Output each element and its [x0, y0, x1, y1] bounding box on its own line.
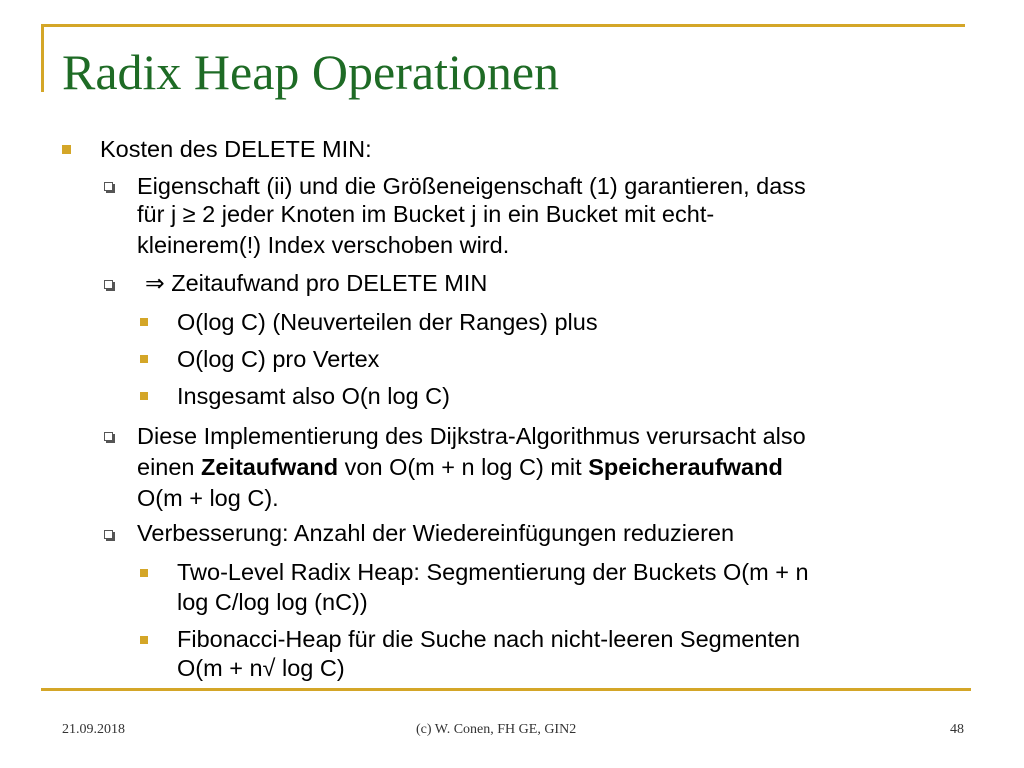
- text-bucket-rule: 2 jeder Knoten im Bucket j in ein Bucket mit echt-: [202, 201, 715, 227]
- bullet-square-icon: [140, 355, 148, 363]
- text-log-c: log C): [281, 655, 345, 681]
- sub-bullet-improvement: Verbesserung: Anzahl der Wiedereinfügungen reduzieren: [137, 520, 735, 546]
- item-redistribute-ranges: O(log C) (Neuverteilen der Ranges) plus: [177, 309, 598, 335]
- frame-vertical-line: [41, 24, 44, 92]
- item-fibonacci-line-1: Fibonacci-Heap für die Suche nach nicht-leeren Segmenten: [177, 626, 801, 652]
- item-total: Insgesamt also O(n log C): [177, 383, 450, 409]
- text-o-m-plus-n: O(m + n: [177, 655, 263, 681]
- implies-arrow-icon: ⇒: [145, 270, 165, 296]
- sub-bullet-property-line-2: [137, 199, 714, 230]
- bullet-square-icon: [140, 636, 148, 644]
- time-effort-text: Zeitaufwand pro DELETE MIN: [171, 270, 488, 296]
- bold-time-effort: Zeitaufwand: [201, 454, 339, 480]
- text-complexity: von O(m + n log C) mit: [344, 454, 582, 480]
- item-two-level-line-2: log C/log log (nC)): [177, 589, 368, 615]
- greater-equal-symbol: ≥: [182, 201, 196, 227]
- footer-page-number: 48: [950, 722, 964, 737]
- text-fuer-j: für j: [137, 201, 177, 227]
- bold-memory-effort: Speicheraufwand: [588, 454, 783, 480]
- frame-top-line: [41, 24, 965, 27]
- footer-divider-line: [41, 688, 971, 691]
- sub-bullet-implementation-line-3: O(m + log C).: [137, 485, 279, 511]
- item-per-vertex: O(log C) pro Vertex: [177, 346, 380, 372]
- item-fibonacci-line-2: [177, 653, 345, 684]
- sub-bullet-time-effort: [145, 268, 487, 299]
- hollow-square-bullet-icon: [104, 530, 113, 539]
- text-einen: einen: [137, 454, 195, 480]
- slide-title: Radix Heap Operationen: [62, 44, 560, 100]
- sub-bullet-implementation-line-2: [137, 452, 783, 483]
- footer-copyright: (c) W. Conen, FH GE, GIN2: [416, 722, 577, 737]
- sub-bullet-implementation-line-1: Diese Implementierung des Dijkstra-Algorithmus verursacht also: [137, 423, 806, 449]
- footer-date: 21.09.2018: [62, 722, 125, 737]
- hollow-square-bullet-icon: [104, 182, 113, 191]
- bullet-square-icon: [140, 318, 148, 326]
- bullet-square-icon: [140, 392, 148, 400]
- bullet-square-icon: [140, 569, 148, 577]
- hollow-square-bullet-icon: [104, 432, 113, 441]
- hollow-square-bullet-icon: [104, 280, 113, 289]
- item-two-level-line-1: Two-Level Radix Heap: Segmentierung der Buckets O(m + n: [177, 559, 809, 585]
- sub-bullet-property-line-1: Eigenschaft (ii) und die Größeneigenschaft (1) garantieren, dass: [137, 173, 806, 199]
- sub-bullet-property-line-3: kleinerem(!) Index verschoben wird.: [137, 232, 510, 258]
- square-root-symbol: √: [262, 655, 276, 681]
- bullet-square-icon: [62, 145, 71, 154]
- bullet-delete-min-cost: Kosten des DELETE MIN:: [100, 136, 372, 162]
